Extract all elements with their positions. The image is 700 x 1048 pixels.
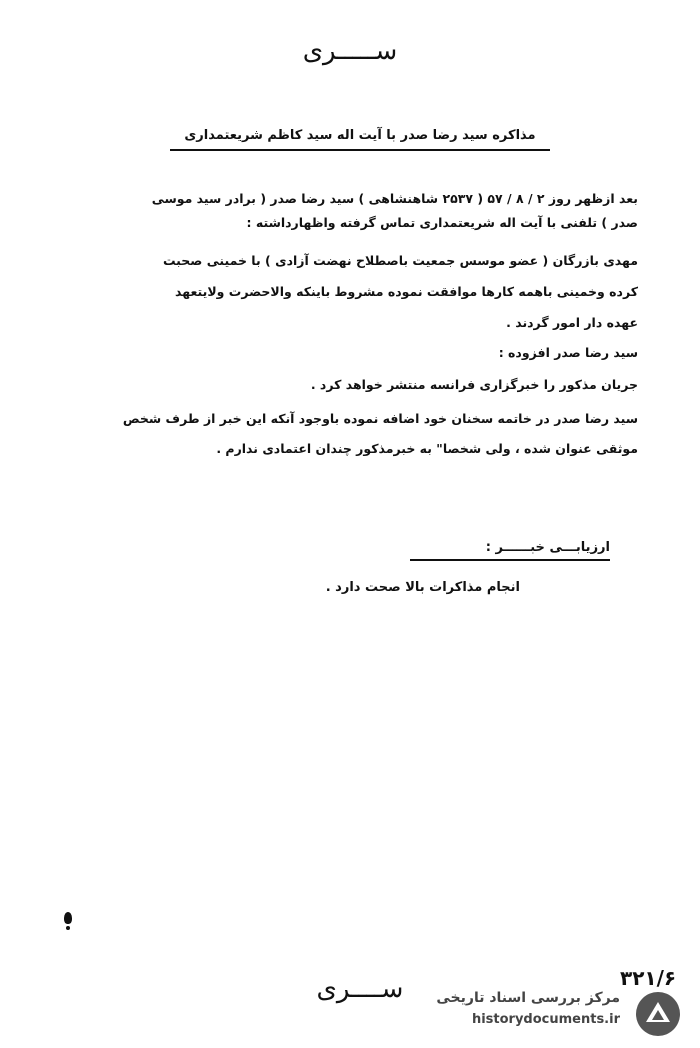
paragraph-line: جریان مذکور را خبرگزاری فرانسه منتشر خواهد کرد .	[310, 377, 638, 392]
paragraph-line: صدر ) تلفنی با آیت اله شریعتمداری تماس گرفته واظهارداشته :	[246, 215, 638, 230]
watermark-logo-icon	[634, 990, 682, 1038]
handwritten-mark	[64, 912, 72, 924]
paragraph-line: موثقی عنوان شده ، ولی شخصا" به خبرمذکور چندان اعتمادی ندارم .	[216, 441, 638, 456]
paragraph-line: مهدی بازرگان ( عضو موسس جمعیت باصطلاح نهضت آزادی ) با خمینی صحبت	[162, 253, 638, 268]
evaluation-text: انجام مذاکرات بالا صحت دارد .	[325, 580, 520, 595]
paragraph-line: کرده وخمینی باهمه کارها موافقت نموده مشروط باینکه والاحضرت ولایتعهد	[175, 284, 638, 299]
paragraph-line: سید رضا صدر در خاتمه سخنان خود اضافه نموده باوجود آنکه این خبر از طرف شخص	[122, 411, 638, 426]
paragraph-line: عهده دار امور گردند .	[506, 315, 638, 330]
paragraph-line: سید رضا صدر افزوده :	[498, 345, 638, 360]
classification-top: ســـــری	[302, 36, 398, 66]
classification-bottom: ســــری	[316, 974, 404, 1004]
document-title: مذاکره سید رضا صدر با آیت اله سید کاظم شریعتمداری	[170, 128, 550, 151]
paragraph-line: بعد ازظهر روز ۲ / ۸ / ۵۷ ( ۲۵۳۷ شاهنشاهی ) سید رضا صدر ( برادر سید موسی	[151, 191, 638, 206]
watermark-name: مرکز بررسی اسناد تاریخی	[436, 990, 620, 1006]
evaluation-heading: ارزیابـــی خبــــــر :	[410, 540, 610, 561]
watermark-url: historydocuments.ir	[471, 1012, 620, 1027]
page-number: ۳۲۱/۶	[620, 966, 677, 990]
